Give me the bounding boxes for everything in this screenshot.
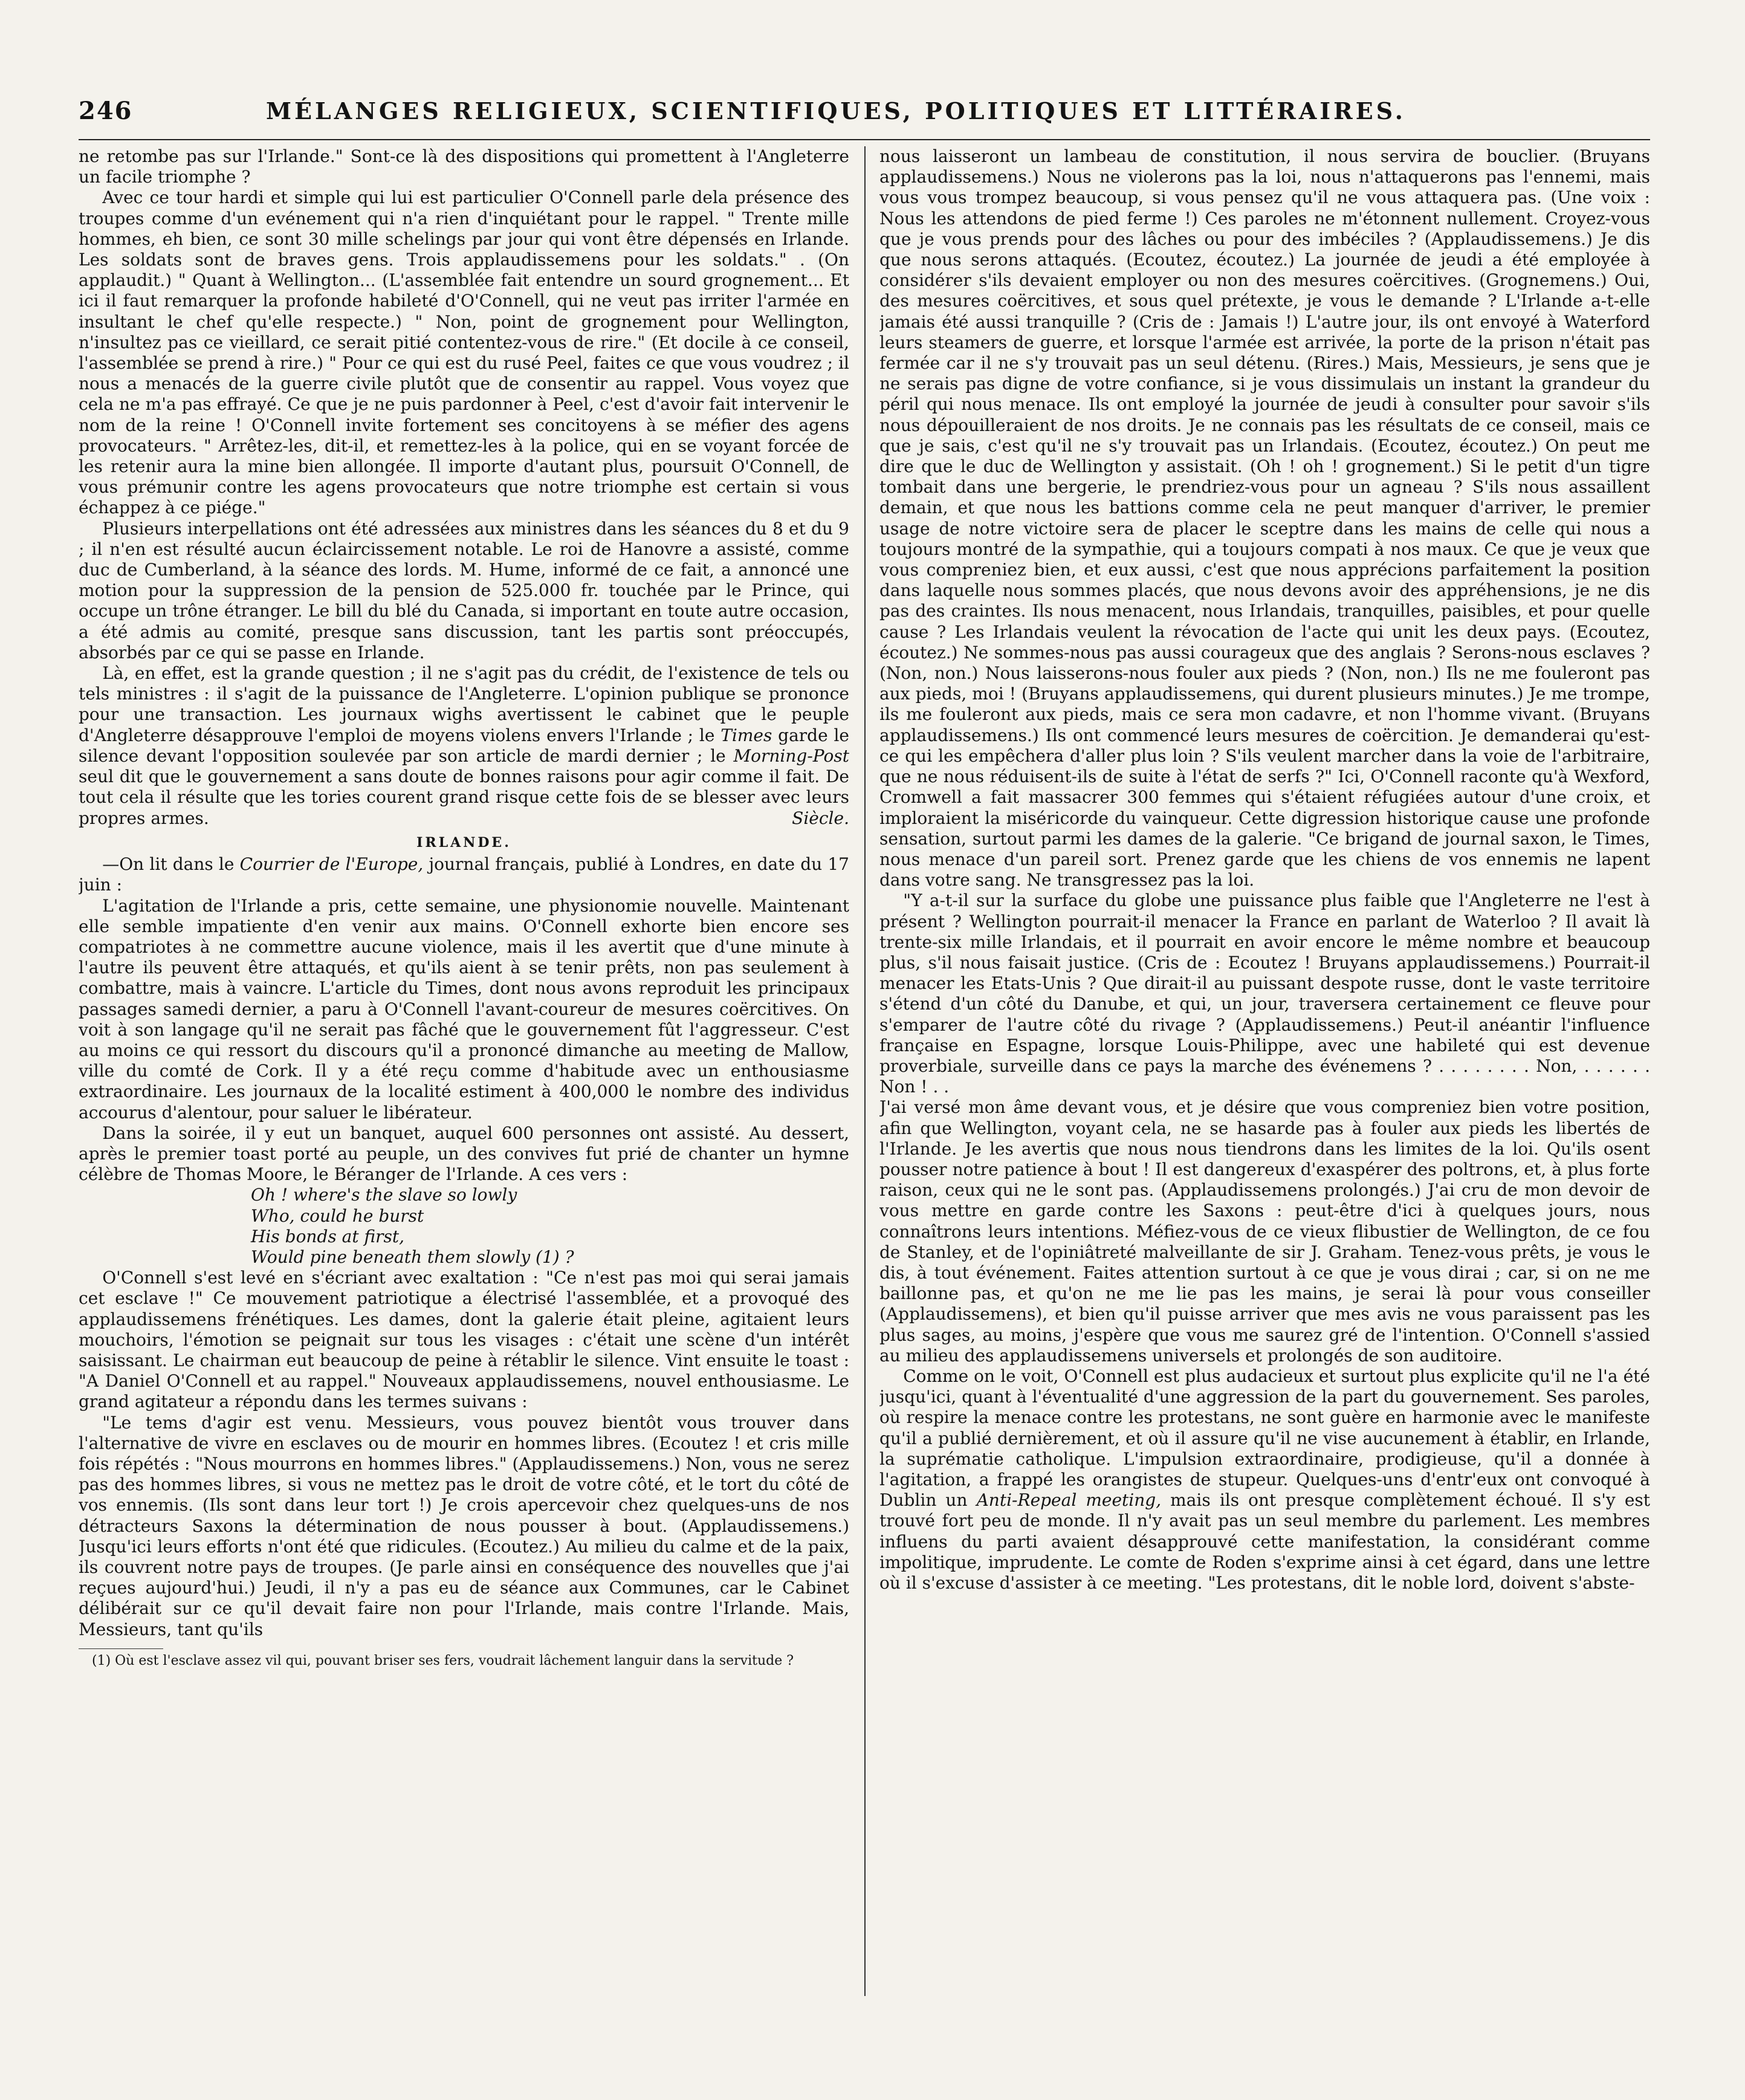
paragraph: Dans la soirée, il y eut un banquet, auquel 600 personnes ont assisté. Au dessert, après le premier toast porté au peuple, un des convives fut prié de chanter un hymne célèbre de Thomas Moore, le Béranger de l'Irlande. A ces vers : — [79, 1123, 849, 1185]
source-signature: Siècle. — [792, 808, 849, 828]
paragraph: "Le tems d'agir est venu. Messieurs, vous pouvez bientôt vous trouver dans l'alternative de vivre en esclaves ou de mourir en hommes libres. (Ecoutez ! et cris mille fois répétés : "Nous mourrons en hommes libres." (Applaudissemens.) Non, vous ne serez pas des hommes libres, si vous ne mettez pas le droit de votre côté, et le tort du côté de vos ennemis. (Ils sont dans leur tort !) Je crois apercevoir chez quelques-uns de nos détracteurs Saxons la détermination de nous pousser à bout. (Applaudissemens.) Jusqu'ici leurs efforts n'ont été que ridicules. (Ecoutez.) Au milieu du calme et de la paix, ils couvrent notre pays de troupes. (Je parle ainsi en conséquence des nouvelles que j'ai reçues aujourd'hui.) Jeudi, il n'y a pas eu de séance aux Communes, car le Cabinet délibérait sur ce qu'il devait faire non pour l'Irlande, mais contre l'Irlande. Mais, Messieurs, tant qu'ils — [79, 1412, 849, 1639]
verse-line: His bonds at first, — [251, 1226, 405, 1246]
header-rule — [79, 139, 1650, 140]
page-header — [79, 97, 1650, 145]
journal-title: MÉLANGES RELIGIEUX, SCIENTIFIQUES, POLITIQUES ET LITTÉRAIRES. — [266, 97, 1407, 125]
page-number: 246 — [79, 97, 133, 125]
paragraph: Avec ce tour hardi et simple qui lui est particulier O'Connell parle dela présence des troupes comme d'un evénement qui n'a rien d'inquiétant pour le rappel. " Trente mille hommes, eh bien, ce sont 30 mille schelings par jour qui vont être dépensés en Irlande. Les soldats sont de braves gens. Trois applaudissemens pour les soldats." . (On applaudit.) " Quant à Wellington... (L'assemblée fait entendre un sourd grognement... Et ici il faut remarquer la profonde habileté d'O'Connell, qui ne veut pas irriter l'armée en insultant le chef qu'elle respecte.) " Non, point de grognement pour Wellington, n'insultez pas ce vieillard, ce serait pitié contentez-vous de rire." (Et docile à ce conseil, l'assemblée se prend à rire.) " Pour ce qui est du rusé Peel, faites ce que vous voudrez ; il nous a menacés de la guerre civile plutôt que de consentir au rappel. Vous voyez que cela ne m'a pas effrayé. Ce que je ne puis pardonner à Peel, c'est d'avoir fait intervenir le nom de la reine ! O'Connell invite fortement ses concitoyens à se méfier des agens provocateurs. " Arrêtez-les, dit-il, et remettez-les à la police, qui en se voyant forcée de les retenir aura la mine bien allongée. Il importe d'autant plus, poursuit O'Connell, de vous prémunir contre les agens provocateurs que notre triomphe est certain si vous échappez à ce piége." — [79, 187, 849, 518]
verse-line: Would pine beneath them slowly (1) ? — [251, 1246, 574, 1267]
paragraph: Plusieurs interpellations ont été adressées aux ministres dans les séances du 8 et du 9 ; il n'en est résulté aucun éclaircissement notable. Le roi de Hanovre a assisté, comme duc de Cumberland, à la séance des lords. M. Hume, informé de ce fait, a annoncé une motion pour la suppression de la pension de 525.000 fr. touchée par le Prince, qui occupe un trône étranger. Le bill du blé du Canada, si important en toute autre occasion, a été admis au comité, presque sans discussion, tant les partis sont préoccupés, absorbés par ce qui se passe en Irlande. — [79, 518, 849, 663]
paragraph: O'Connell s'est levé en s'écriant avec exaltation : "Ce n'est pas moi qui serai jamais cet esclave !" Ce mouvement patriotique a électrisé l'assemblée, et a provoqué des applaudissemens frénétiques. Les dames, dont la galerie était pleine, agitaient leurs mouchoirs, l'émotion se peignait sur tous les visages : c'était une scène d'un intérêt saisissant. Le chairman eut beaucoup de peine à rétablir le silence. Vint ensuite le toast : "A Daniel O'Connell et au rappel." Nouveaux applaudissemens, nouvel enthousiasme. Le grand agitateur a répondu dans les termes suivans : — [79, 1268, 849, 1412]
verse-line: Oh ! where's the slave so lowly — [251, 1185, 517, 1205]
paragraph: ne retombe pas sur l'Irlande." Sont-ce là des dispositions qui promettent à l'Angleterre un facile triomphe ? — [79, 146, 849, 187]
verse-block — [251, 1185, 849, 1268]
paragraph: Là, en effet, est la grande question ; il ne s'agit pas du crédit, de l'existence de tels ou tels ministres : il s'agit de la puissance de l'Angleterre. L'opinion publique se prononce pour une transaction. Les journaux wighs avertissent le cabinet que le peuple d'Angleterre désapprouve l'emploi de moyens violens envers l'Irlande ; le Times garde le silence devant l'opposition soulevée par son article de mardi dernier ; le Morning-Post seul dit que le gouvernement a sans doute de bonnes raisons pour agir comme il fait. De tout cela il résulte que les tories courent grand risque cette fois de se blesser avec leurs propres armes. — [79, 663, 849, 828]
left-column — [79, 146, 849, 2069]
paragraph: J'ai versé mon âme devant vous, et je désire que vous compreniez bien votre position, afin que Wellington, voyant cela, ne se hasarde pas à fouler aux pieds les libertés de l'Irlande. Je les avertis que nous nous tiendrons dans les limites de la loi. Qu'ils osent pousser notre patience à bout ! Il est dangereux d'exaspérer des poltrons, et, à plus forte raison, ceux qui ne le sont pas. (Applaudissemens prolongés.) J'ai cru de mon devoir de vous mettre en garde contre les Saxons : peut-être d'ici à quelques jours, nous connaîtrons leurs intentions. Méfiez-vous de ce vieux flibustier de Wellington, de ce fou de Stanley, et de l'opiniâtreté malveillante de sir J. Graham. Tenez-vous prêts, je vous le dis, à tout événement. Faites attention surtout à ce que je vous dirai ; car, si on ne me baillonne pas, et qu'on ne me lie pas les mains, je serai là pour vous conseiller (Applaudissemens), et bien qu'il puisse arriver que mes avis ne vous paraissent pas les plus sages, au moins, j'espère que vous me saurez gré de l'intention. O'Connell s'assied au milieu des applaudissemens universels et prolongés de son auditoire. — [879, 1097, 1650, 1366]
right-column — [879, 146, 1650, 2069]
paragraph: "Y a-t-il sur la surface du globe une puissance plus faible que l'Angleterre ne l'est à présent ? Wellington pourrait-il menacer la France en parlant de Waterloo ? Il avait là trente-six mille Irlandais, et il pourrait en avoir encore le même nombre et beaucoup plus, s'il nous faisait justice. (Cris de : Ecoutez ! Bruyans applaudissemens.) Pourrait-il menacer les Etats-Unis ? Que dirait-il au puissant despote russe, dont le vaste territoire s'étend d'un côté du Danube, et qui, un jour, traversera certainement ce fleuve pour s'emparer de l'autre côté du rivage ? (Applaudissemens.) Peut-il anéantir l'influence française en Espagne, lorsque Louis-Philippe, avec une habileté qui est devenue proverbiale, surveille dans ce pays la marche des événemens ? . . . . . . . . Non, . . . . . . Non ! . . — [879, 890, 1650, 1097]
column-divider — [864, 146, 866, 1996]
footnote-rule — [79, 1648, 163, 1649]
paragraph: Comme on le voit, O'Connell est plus audacieux et surtout plus explicite qu'il ne l'a été jusqu'ici, quant à l'éventualité d'une aggression de la part du gouvernement. Ses paroles, où respire la menace contre les protestans, ne sont guère en harmonie avec le manifeste qu'il a publié dernièrement, et où il assure qu'il ne vise aucunement à établir, en Irlande, la suprématie catholique. L'impulsion extraordinaire, prodigieuse, qu'il a donnée à l'agitation, a frappé les orangistes de stupeur. Quelques-uns d'entr'eux ont convoqué à Dublin un Anti-Repeal meeting, mais ils ont presque complètement échoué. Il s'y est trouvé fort peu de monde. Il n'y avait pas un seul membre du parlement. Les membres influens du parti avaient désapprouvé cette manifestation, la considérant comme impolitique, imprudente. Le comte de Roden s'exprime ainsi à cet égard, dans une lettre où il s'excuse d'assister à ce meeting. "Les protestans, dit le noble lord, doivent s'abste- — [879, 1366, 1650, 1593]
verse-line: Who, could he burst — [251, 1205, 424, 1226]
paragraph: L'agitation de l'Irlande a pris, cette semaine, une physionomie nouvelle. Maintenant elle semble impatiente d'en venir aux mains. O'Connell exhorte bien encore ses compatriotes à ne commettre aucune violence, mais il les avertit que d'une minute à l'autre ils peuvent être attaqués, et qu'ils aient à se tenir prêts, non pas seulement à combattre, mais à vaincre. L'article du Times, dont nous avons reproduit les principaux passages samedi dernier, a paru à O'Connell l'avant-coureur de mesures coërcitives. On voit à son langage qu'il ne serait pas fâché que le gouvernement fût l'aggresseur. C'est au moins ce qui ressort du discours qu'il a prononcé dimanche au meeting de Mallow, ville du comté de Cork. Il y a été reçu comme d'habitude avec un enthousiasme extraordinaire. Les journaux de la localité estiment à 400,000 le nombre des individus accourus d'alentour, pour saluer le libérateur. — [79, 895, 849, 1123]
footnote: (1) Où est l'esclave assez vil qui, pouvant briser ses fers, voudrait lâchement languir dans la servitude ? — [92, 1653, 794, 1668]
paragraph: —On lit dans le Courrier de l'Europe, journal français, publié à Londres, en date du 17 juin : — [79, 854, 849, 895]
section-heading: IRLANDE. — [416, 834, 511, 851]
paragraph: nous laisseront un lambeau de constitution, il nous servira de bouclier. (Bruyans applaudissemens.) Nous ne violerons pas la loi, nous n'attaquerons pas l'ennemi, mais vous vous trompez beaucoup, si vous pensez qu'il ne vous attaquera pas. (Une voix : Nous les attendons de pied ferme !) Ces paroles ne m'étonnent nullement. Croyez-vous que je vous prends pour des lâches ou pour des imbéciles ? (Applaudissemens.) Je dis que nous serons attaqués. (Ecoutez, écoutez.) La journée de jeudi a été employée à considérer s'ils devaient employer ou non des mesures coërcitives. (Grognemens.) Oui, des mesures coërcitives, et sous quel prétexte, je vous le demande ? L'Irlande a-t-elle jamais été aussi tranquille ? (Cris de : Jamais !) L'autre jour, ils ont envoyé à Waterford leurs steamers de guerre, et lorsque l'armée est arrivée, la porte de la prison n'était pas fermée car il ne s'y trouvait pas un seul détenu. (Rires.) Mais, Messieurs, je sens que je ne serais pas digne de votre confiance, si je vous dissimulais un instant la grandeur du péril qui nous menace. Ils ont employé la journée de jeudi à consulter pour savoir s'ils nous dépouilleraient de nos droits. Je ne connais pas les résultats de ce conseil, mais ce que je sais, c'est qu'il ne s'y trouvait pas un Irlandais. (Ecoutez, écoutez.) On peut me dire que le duc de Wellington y assistait. (Oh ! oh ! grognement.) Si le petit d'un tigre tombait dans une bergerie, le prendriez-vous pour un agneau ? S'ils nous assaillent demain, et que nous les battions comme cela ne peut manquer d'arriver, le premier usage de notre victoire sera de placer le sceptre dans les mains de celle qui nous a toujours montré de la sympathie, qui a toujours compati à nos maux. Ce que je veux que vous compreniez bien, et eux aussi, c'est que nous apprécions parfaitement la position dans laquelle nous sommes placés, que nous devons avoir des appréhensions, je ne dis pas des craintes. Ils nous menacent, nous Irlandais, tranquilles, paisibles, et pour quelle cause ? Les Irlandais veulent la révocation de l'acte qui unit les deux pays. (Ecoutez, écoutez.) Ne sommes-nous pas aussi courageux que des anglais ? Serons-nous esclaves ? (Non, non.) Nous laisserons-nous fouler aux pieds ? (Non, non.) Ils ne me fouleront pas aux pieds, moi ! (Bruyans applaudissemens, qui durent plusieurs minutes.) Je me trompe, ils me fouleront aux pieds, mais ce sera mon cadavre, et non l'homme vivant. (Bruyans applaudissemens.) Ils ont commencé leurs mesures de coërcition. Je demanderai qu'est-ce qui les empêchera d'aller plus loin ? S'ils veulent marcher dans la voie de l'arbitraire, que ne nous réduisent-ils de suite à l'état de serfs ?" Ici, O'Connell raconte qu'à Wexford, Cromwell a fait massacrer 300 femmes qui s'étaient réfugiées autour d'une croix, et imploraient la miséricorde du vainqueur. Cette digression historique cause une profonde sensation, surtout parmi les dames de la galerie. "Ce brigand de journal saxon, le Times, nous menace d'un pareil sort. Prenez garde que les chiens de vos ennemis ne lapent dans votre sang. Ne transgressez pas la loi. — [879, 146, 1650, 890]
